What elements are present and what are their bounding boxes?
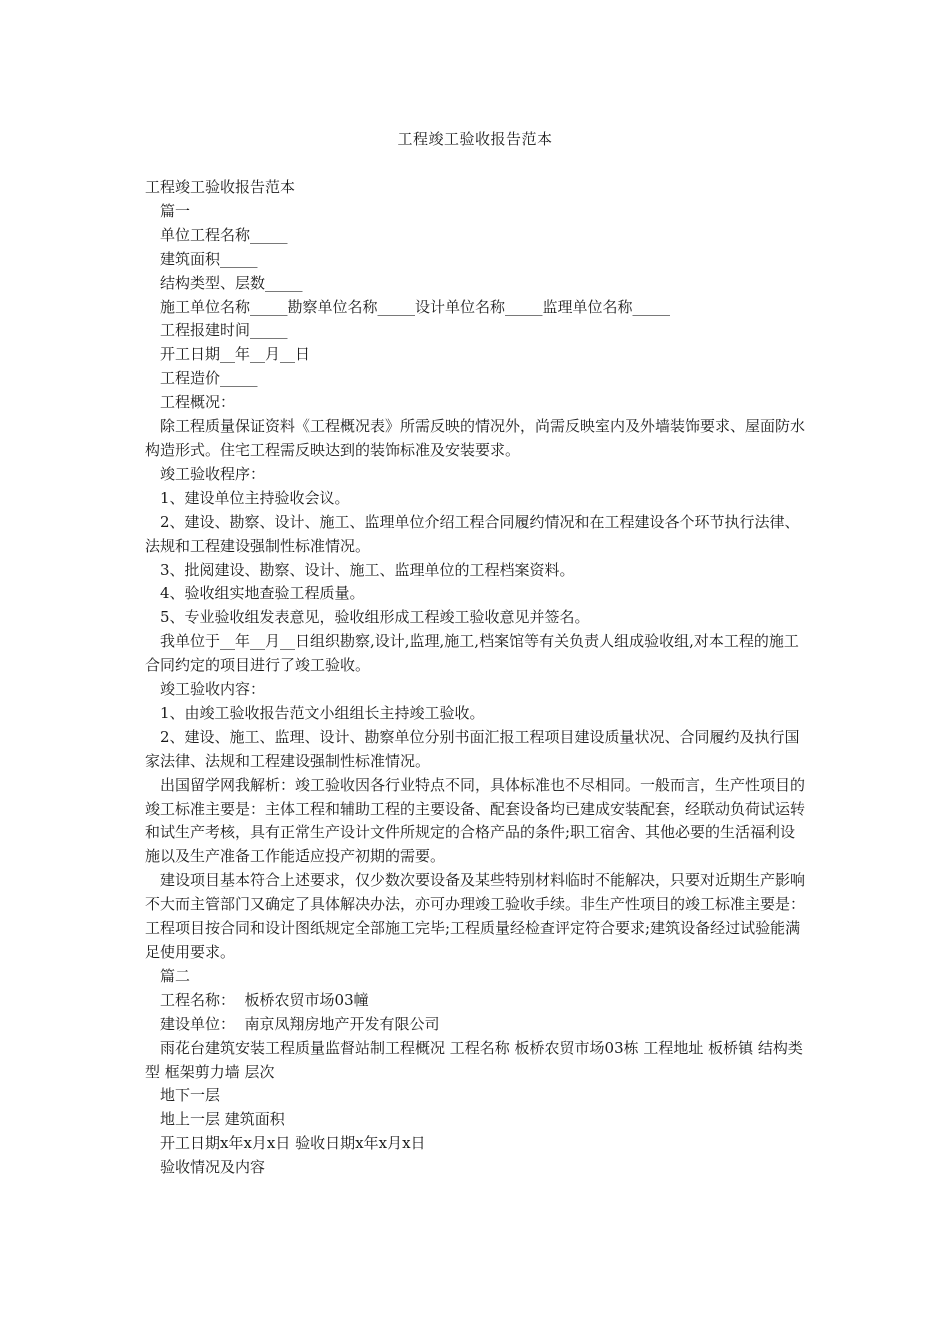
paragraph: 工程报建时间_____	[160, 321, 288, 340]
paragraph: 工程竣工验收报告范本	[145, 178, 296, 196]
paragraph: 开工日期__年__月__日	[160, 345, 311, 364]
paragraph: 施工单位名称_____勘察单位名称_____设计单位名称_____监理单位名称_____	[160, 297, 671, 316]
paragraph: 地下一层	[160, 1086, 221, 1105]
paragraph: 开工日期x年x月x日 验收日期x年x月x日	[160, 1134, 426, 1153]
paragraph: 建设项目基本符合上述要求，仅少数次要设备及某些特别材料临时不能解决，只要对近期生产影响不大而主管部门又确定了具体解决办法，亦可办理竣工验收手续。非生产性项目的竣工标准主要是：工程项目按合同和设计图纸规定全部施工完毕;工程质量经检查评定符合要求;建筑设备经过试验能满足使用要求。	[145, 871, 806, 961]
paragraph: 3、批阅建设、勘察、设计、施工、监理单位的工程档案资料。	[160, 560, 575, 579]
paragraph: 除工程质量保证资料《工程概况表》所需反映的情况外，尚需反映室内及外墙装饰要求、屋面防水构造形式。住宅工程需反映达到的装饰标准及安装要求。	[145, 417, 806, 459]
paragraph: 1、建设单位主持验收会议。	[160, 488, 350, 507]
paragraph: 我单位于__年__月__日组织勘察,设计,监理,施工,档案馆等有关负责人组成验收组,对本工程的施工合同约定的项目进行了竣工验收。	[145, 632, 799, 675]
paragraph: 2、建设、勘察、设计、施工、监理单位介绍工程合同履约情况和在工程建设各个环节执行法律、法规和工程建设强制性标准情况。	[145, 512, 800, 555]
paragraph: 单位工程名称_____	[160, 225, 288, 244]
paragraph: 出国留学网我解析：竣工验收因各行业特点不同，具体标准也不尽相同。一般而言，生产性项目的竣工标准主要是：主体工程和辅助工程的主要设备、配套设备均已建成安装配套，经联动负荷试运转和试生产考核，具有正常生产设计文件所规定的合格产品的条件;职工宿舍、其他必要的生活福利设施以及生产准备工作能适应投产初期的需要。	[145, 775, 806, 866]
document-title: 工程竣工验收报告范本	[397, 130, 553, 148]
paragraph: 篇一	[160, 201, 191, 220]
paragraph: 5、专业验收组发表意见，验收组形成工程竣工验收意见并签名。	[160, 608, 590, 627]
paragraph: 雨花台建筑安装工程质量监督站制工程概况 工程名称 板桥农贸市场03栋 工程地址 板桥镇 结构类型 框架剪力墙 层次	[145, 1038, 803, 1081]
paragraph: 建筑面积_____	[160, 249, 258, 268]
paragraph: 建设单位： 南京凤翔房地产开发有限公司	[160, 1014, 440, 1033]
paragraph: 结构类型、层数_____	[160, 273, 303, 292]
paragraph: 篇二	[160, 966, 191, 985]
paragraph: 地上一层 建筑面积	[160, 1110, 285, 1129]
paragraph: 竣工验收内容：	[160, 680, 266, 699]
paragraph: 竣工验收程序：	[160, 464, 266, 483]
paragraph: 1、由竣工验收报告范文小组组长主持竣工验收。	[160, 703, 485, 722]
paragraph: 工程名称： 板桥农贸市场03幢	[160, 990, 369, 1009]
paragraph: 工程概况：	[160, 393, 236, 412]
paragraph: 工程造价_____	[160, 369, 258, 388]
document-body	[145, 176, 810, 1180]
paragraph: 验收情况及内容	[160, 1158, 266, 1177]
paragraph: 2、建设、施工、监理、设计、勘察单位分别书面汇报工程项目建设质量状况、合同履约及执行国家法律、法规和工程建设强制性标准情况。	[145, 727, 800, 770]
paragraph: 4、验收组实地查验工程质量。	[160, 584, 365, 603]
